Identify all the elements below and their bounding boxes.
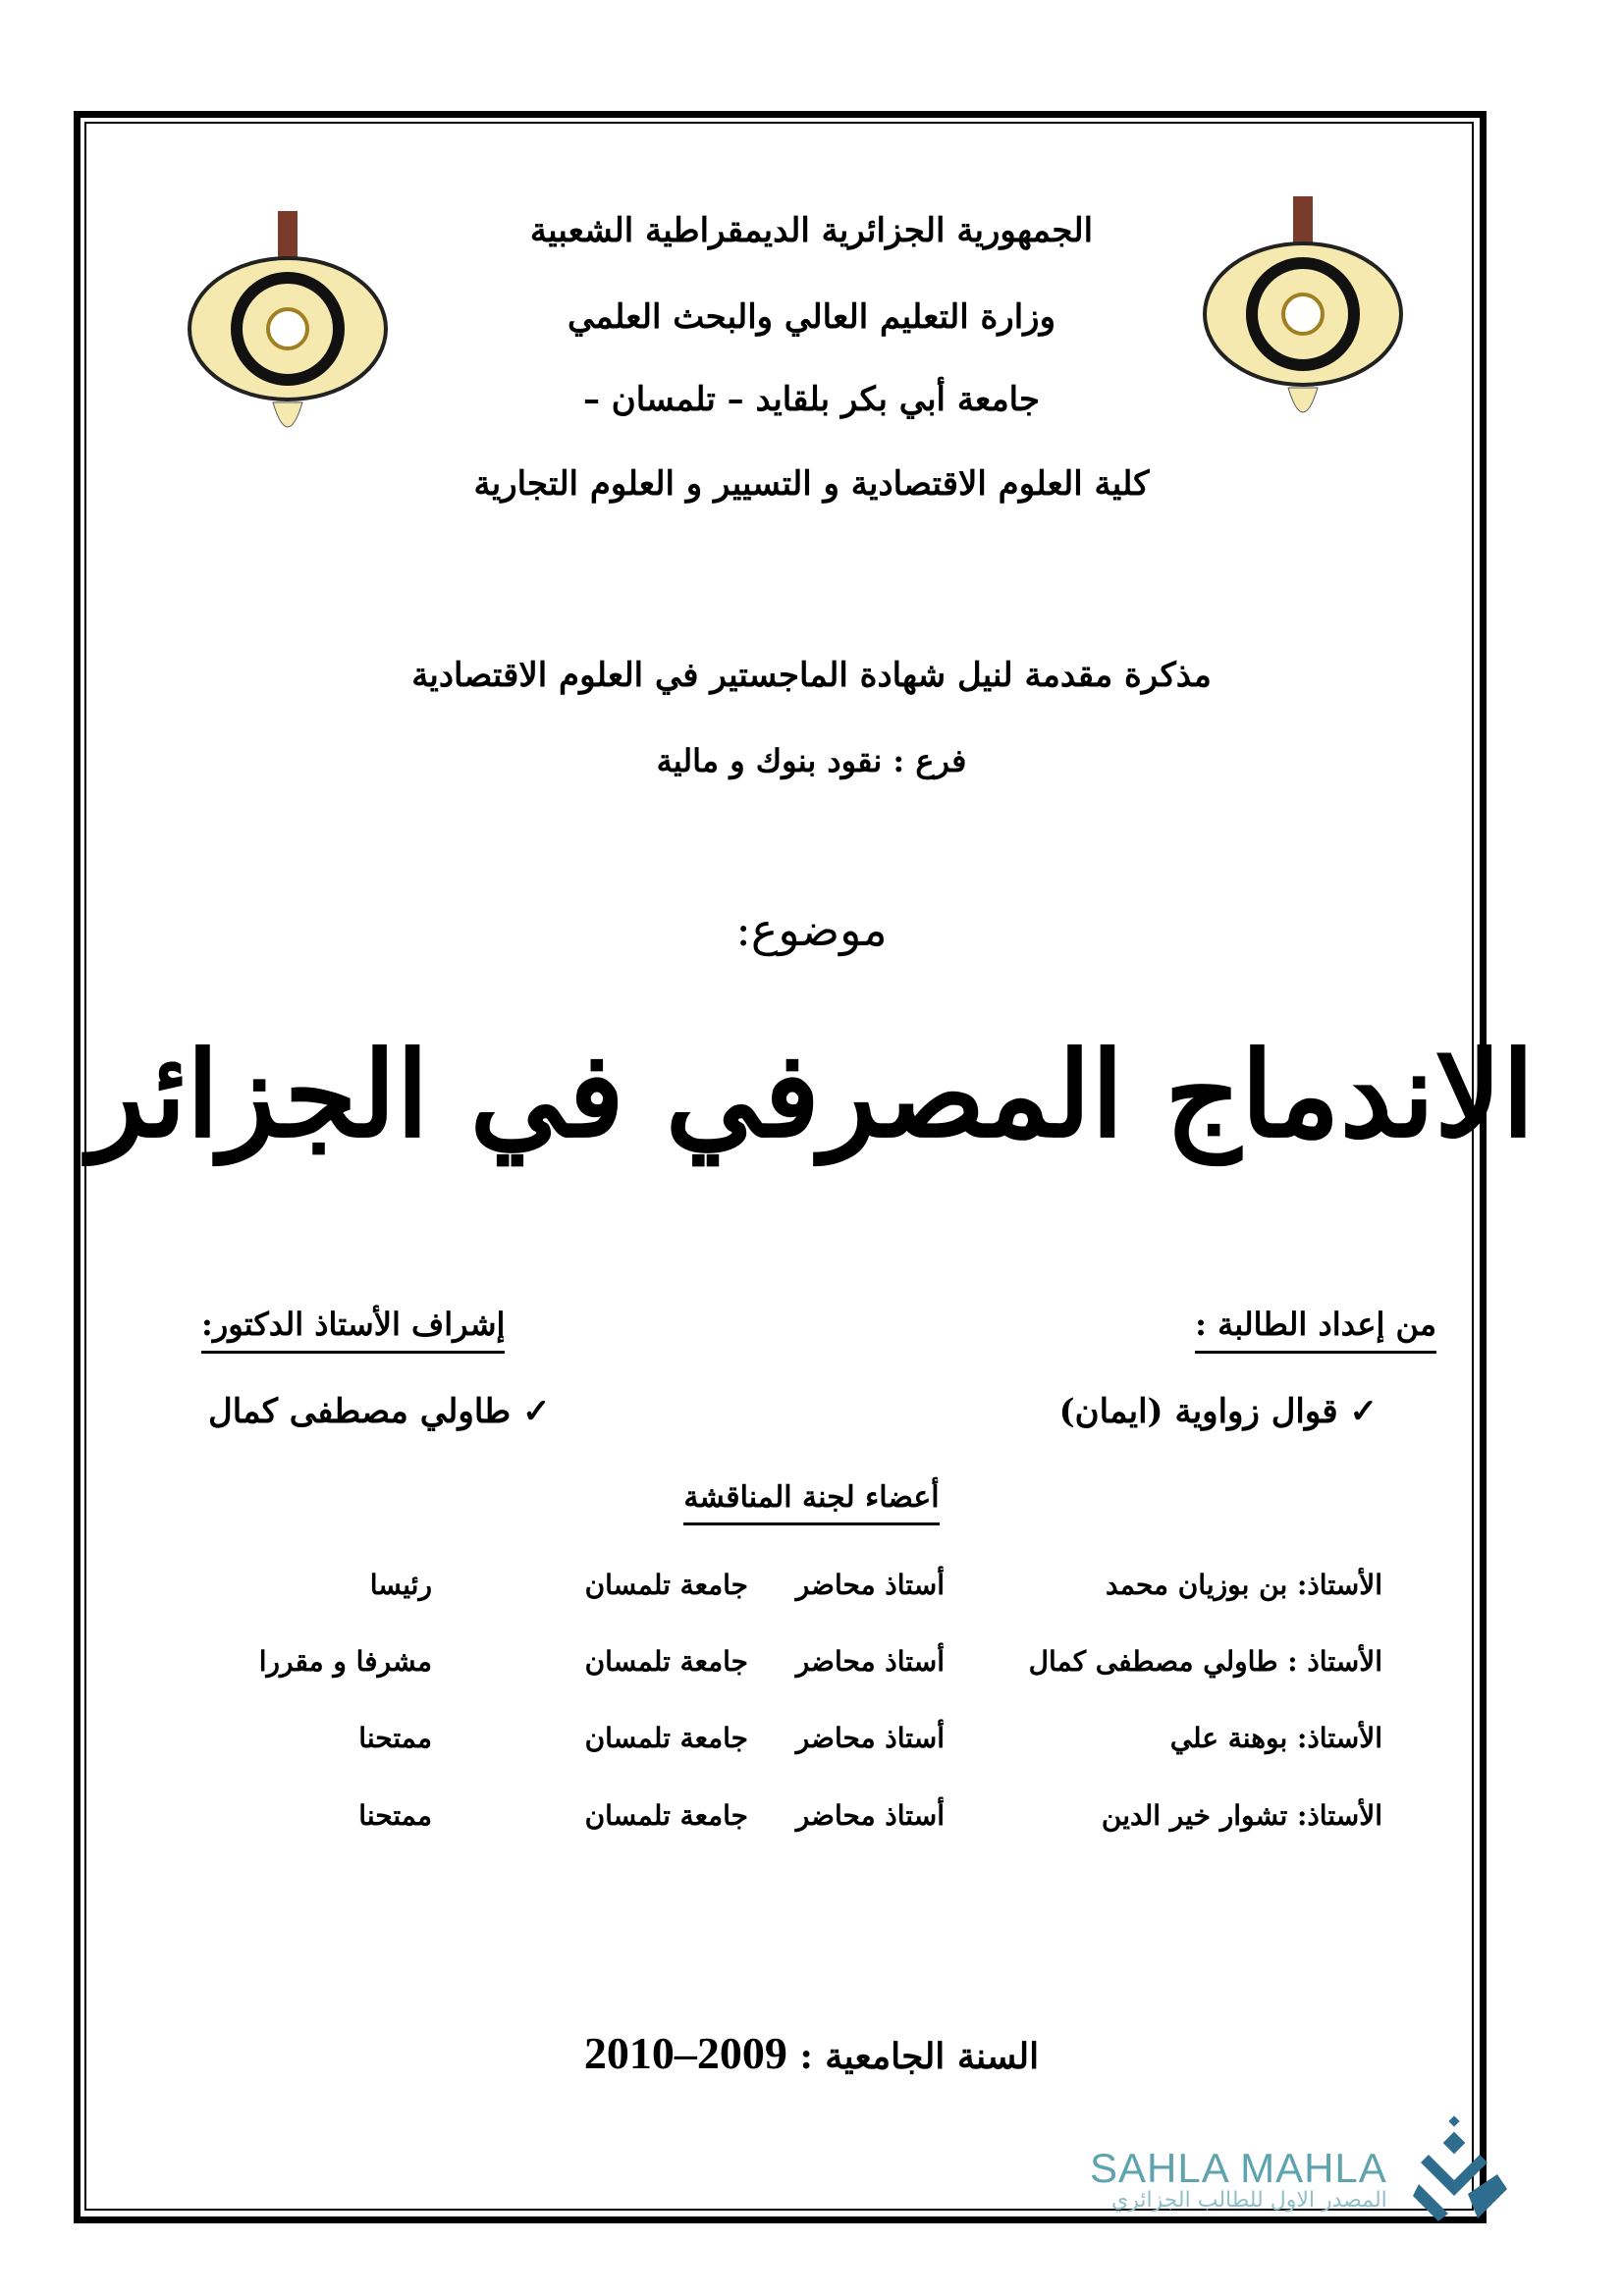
republic-name: الجمهورية الجزائرية الديمقراطية الشعبية — [529, 211, 1094, 250]
sahla-mahla-watermark — [1090, 2145, 1387, 2213]
member-rank: أستاذ محاضر — [795, 1722, 945, 1754]
subject-label: موضوع: — [735, 903, 888, 956]
member-university: جامعة تلمسان — [584, 1722, 748, 1754]
member-university: جامعة تلمسان — [584, 1569, 748, 1601]
watermark-tagline: المصدر الاول للطالب الجزائري — [1110, 2188, 1387, 2213]
ministry-name: وزارة التعليم العالي والبحث العلمي — [567, 297, 1056, 337]
university-name: جامعة أبي بكر بلقايد – تلمسان – — [582, 380, 1041, 419]
student-name: ✓ قوال زواوية (ايمان) — [1058, 1392, 1378, 1431]
member-name: الأستاذ: تشوار خير الدين — [1101, 1799, 1382, 1832]
academic-year-label: السنة الجامعية : — [799, 2036, 1040, 2077]
memo-description: مذكرة مقدمة لنيل شهادة الماجستير في العلوم الاقتصادية — [411, 656, 1212, 695]
prepared-by-label: من إعداد الطالبة : — [1195, 1306, 1436, 1354]
member-university: جامعة تلمسان — [584, 1645, 748, 1678]
committee-label: أعضاء لجنة المناقشة — [683, 1480, 939, 1525]
member-rank: أستاذ محاضر — [795, 1645, 945, 1678]
member-name: الأستاذ: بن بوزيان محمد — [1106, 1569, 1382, 1601]
supervisor-name: ✓ طاولي مصطفى كمال — [208, 1392, 551, 1431]
academic-year — [0, 2027, 1623, 2079]
member-university: جامعة تلمسان — [584, 1799, 748, 1832]
thesis-title: الاندماج المصرفي في الجزائر — [88, 1026, 1535, 1164]
member-role: رئيسا — [369, 1569, 432, 1601]
member-role: مشرفا و مقررا — [258, 1645, 432, 1678]
faculty-name: كلية العلوم الاقتصادية و التسيير و العلوم التجارية — [473, 464, 1150, 504]
member-role: ممتحنا — [358, 1722, 432, 1754]
member-rank: أستاذ محاضر — [795, 1569, 945, 1601]
member-role: ممتحنا — [358, 1799, 432, 1832]
member-name: الأستاذ : طاولي مصطفى كمال — [1028, 1645, 1382, 1678]
academic-year-value: 2009–2010 — [583, 2028, 787, 2078]
branch: فرع : نقود بنوك و مالية — [656, 742, 967, 779]
watermark-brand: SAHLA MAHLA — [1090, 2145, 1387, 2191]
member-rank: أستاذ محاضر — [795, 1799, 945, 1832]
sahla-mahla-logo-icon — [1409, 2115, 1517, 2223]
supervision-label: إشراف الأستاذ الدكتور: — [201, 1306, 505, 1354]
member-name: الأستاذ: بوهنة علي — [1169, 1722, 1382, 1754]
